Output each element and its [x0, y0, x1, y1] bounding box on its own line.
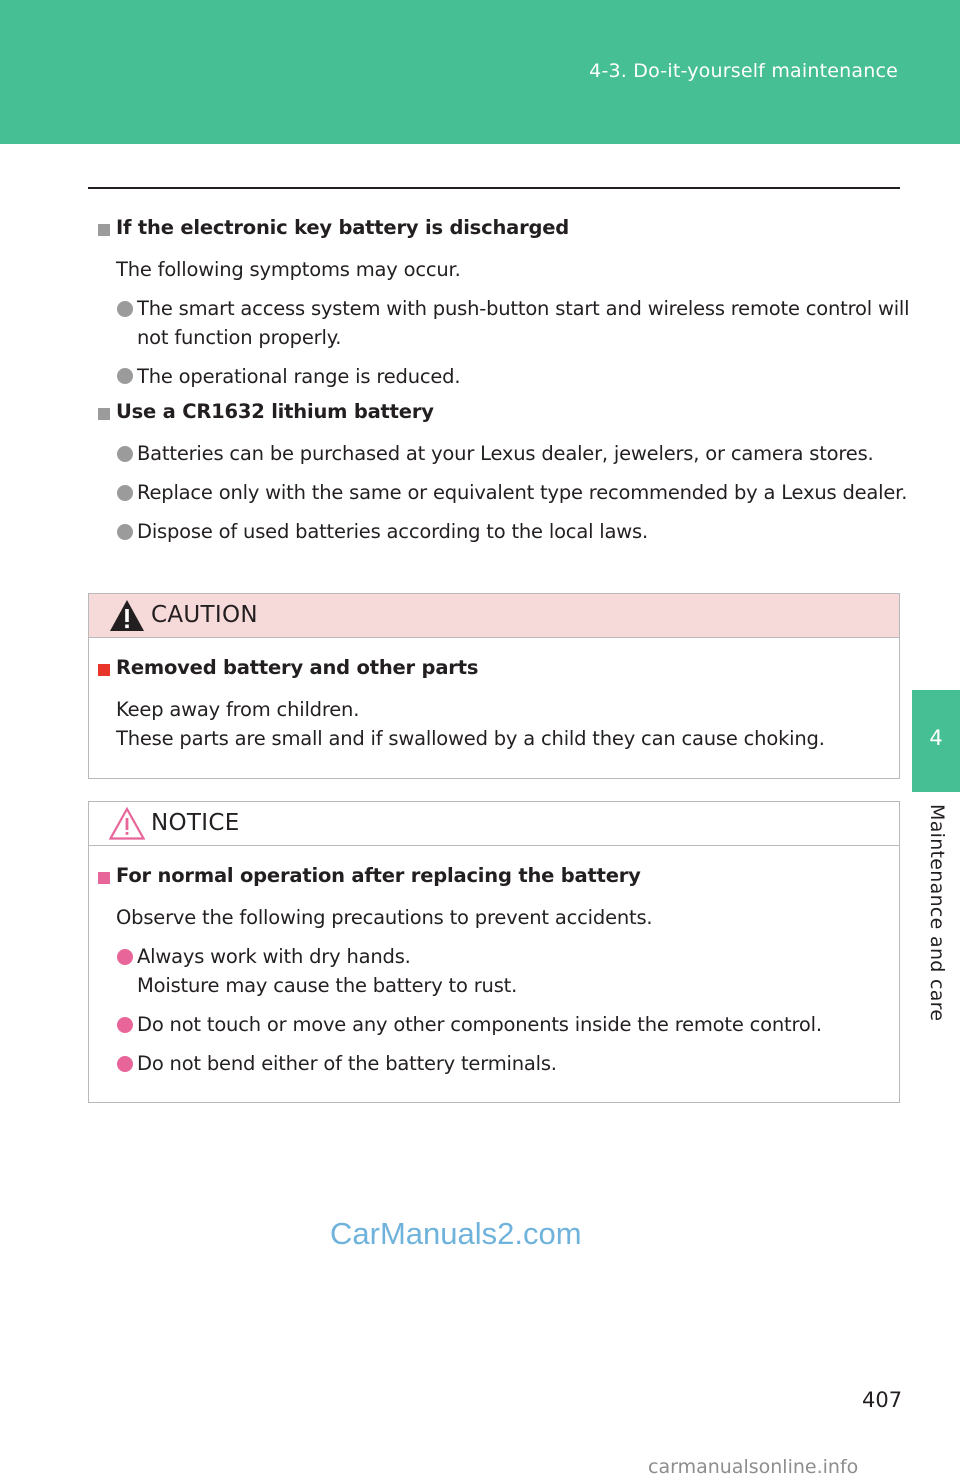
caution-header [89, 594, 899, 638]
round-bullet-icon [117, 446, 133, 462]
round-bullet-icon [117, 1017, 133, 1033]
caution-text: Keep away from children. [116, 698, 360, 721]
notice-bullet: Do not touch or move any other components inside the remote control. [137, 1013, 822, 1036]
round-bullet-icon [117, 301, 133, 317]
square-bullet-icon [98, 408, 110, 420]
notice-intro: Observe the following precautions to prevent accidents. [116, 906, 653, 929]
footer-watermark: carmanualsonline.info [648, 1456, 859, 1478]
section-heading-discharged: If the electronic key battery is discharged [116, 216, 570, 239]
notice-triangle-icon [109, 807, 145, 840]
bullet-text: The smart access system with push-button start and wireless remote control will [137, 297, 910, 320]
watermark: CarManuals2.com [330, 1216, 582, 1251]
caution-text: These parts are small and if swallowed by a child they can cause choking. [116, 727, 825, 750]
chapter-number: 4 [929, 726, 943, 750]
bullet-text: Dispose of used batteries according to the local laws. [137, 520, 648, 543]
square-bullet-icon [98, 664, 110, 676]
chapter-tab [912, 690, 960, 792]
caution-title: CAUTION [151, 602, 258, 628]
notice-header [89, 802, 899, 846]
square-bullet-icon [98, 224, 110, 236]
bullet-text: Batteries can be purchased at your Lexus dealer, jewelers, or camera stores. [137, 442, 874, 465]
notice-title: NOTICE [151, 810, 240, 836]
notice-heading: For normal operation after replacing the battery [116, 864, 641, 887]
divider-rule [88, 187, 900, 189]
header-band [0, 0, 960, 144]
page-number: 407 [862, 1388, 903, 1412]
notice-bullet: Do not bend either of the battery terminals. [137, 1052, 557, 1075]
bullet-text: Replace only with the same or equivalent type recommended by a Lexus dealer. [137, 481, 908, 504]
section-intro: The following symptoms may occur. [116, 258, 461, 281]
section-heading-battery: Use a CR1632 lithium battery [116, 400, 434, 423]
notice-bullet-continued: Moisture may cause the battery to rust. [137, 974, 518, 997]
round-bullet-icon [117, 1056, 133, 1072]
chapter-label: Maintenance and care [926, 804, 948, 1022]
square-bullet-icon [98, 872, 110, 884]
caution-heading: Removed battery and other parts [116, 656, 479, 679]
round-bullet-icon [117, 524, 133, 540]
round-bullet-icon [117, 949, 133, 965]
bullet-text-continued: not function properly. [137, 326, 342, 349]
bullet-text: The operational range is reduced. [137, 365, 461, 388]
round-bullet-icon [117, 485, 133, 501]
warning-triangle-icon [109, 599, 145, 632]
chapter-label-wrap [912, 800, 960, 1030]
round-bullet-icon [117, 368, 133, 384]
section-title: 4-3. Do-it-yourself maintenance [589, 60, 898, 82]
notice-bullet: Always work with dry hands. [137, 945, 411, 968]
